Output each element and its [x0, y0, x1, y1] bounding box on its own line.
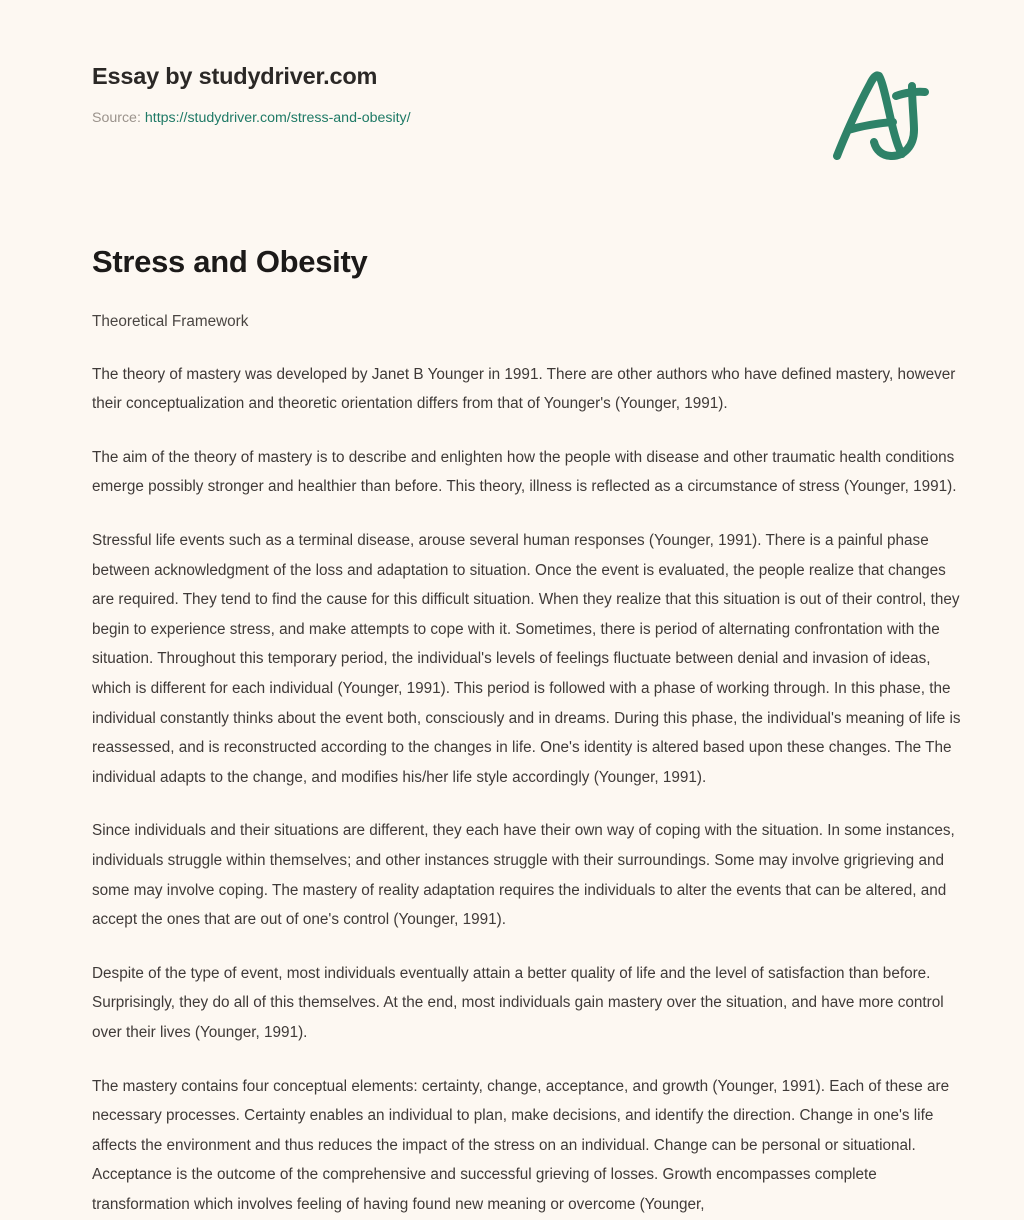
section-subtitle: Theoretical Framework [92, 312, 249, 330]
a-plus-logo-icon [824, 68, 934, 164]
paragraph: The theory of mastery was developed by Janet B Younger in 1991. There are other authors who have defined mastery, however their conceptualization and theoretic orientation differs from that of Younger's (Younger, 1991). [92, 365, 956, 413]
source-url-link[interactable]: https://studydriver.com/stress-and-obesity/ [144, 110, 411, 127]
page-title: Stress and Obesity [92, 244, 368, 279]
paragraph: The aim of the theory of mastery is to describe and enlighten how the people with disease and other traumatic health conditions emerge possibly stronger and healthier than before. This theory, illness is reflected as a circumstance of stress (Younger, 1991). [92, 448, 957, 496]
header-source-block [92, 62, 411, 128]
paragraph: Stressful life events such as a terminal disease, arouse several human responses (Younger, 1991). There is a painful phase between acknowledgment of the loss and adaptation to situation. Once the event is evaluated, the people realize that changes are required. They tend to find the cause for this difficult situation. When they realize that this situation is out of their control, they begin to experience stress, and make attempts to cope with it. Sometimes, there is period of alternating confrontation with the situation. Throughout this temporary period, the individual's levels of feelings fluctuate between denial and invasion of ideas, which is different for each individual (Younger, 1991). This period is followed with a phase of working through. In this phase, the individual constantly thinks about the event both, consciously and in dreams. During this phase, the individual's meaning of life is reassessed, and is reconstructed according to the changes in life. One's identity is altered based upon these changes. The The individual adapts to the change, and modifies his/her life style accordingly (Younger, 1991). [92, 532, 961, 786]
page-header [0, 0, 1024, 164]
essay-body [92, 360, 962, 1220]
paragraph: The mastery contains four conceptual elements: certainty, change, acceptance, and growth (Younger, 1991). Each of these are necessary processes. Certainty enables an individual to plan, make decisions, and identify the direction. Change in one's life affects the environment and thus reduces the impact of the stress on an individual. Change can be personal or situational. Acceptance is the outcome of the comprehensive and successful grieving of losses. Growth encompasses complete transformation which involves feeling of having found new meaning or overcome (Younger, [92, 1077, 950, 1213]
essay-main [0, 243, 1024, 1220]
source-line [92, 109, 411, 127]
essay-byline: Essay by studydriver.com [92, 63, 378, 89]
paragraph: Since individuals and their situations are different, they each have their own way of coping with the situation. In some instances, individuals struggle within themselves; and other instances struggle with their surroundings. Some may involve grigrieving and some may involve coping. The mastery of reality adaptation requires the individuals to alter the events that can be altered, and accept the ones that are out of one's control (Younger, 1991). [92, 822, 955, 929]
paragraph: Despite of the type of event, most individuals eventually attain a better quality of life and the level of satisfaction than before. Surprisingly, they do all of this themselves. At the end, most individuals gain mastery over the situation, and have more control over their lives (Younger, 1991). [92, 964, 944, 1041]
source-label: Source: [92, 110, 141, 127]
